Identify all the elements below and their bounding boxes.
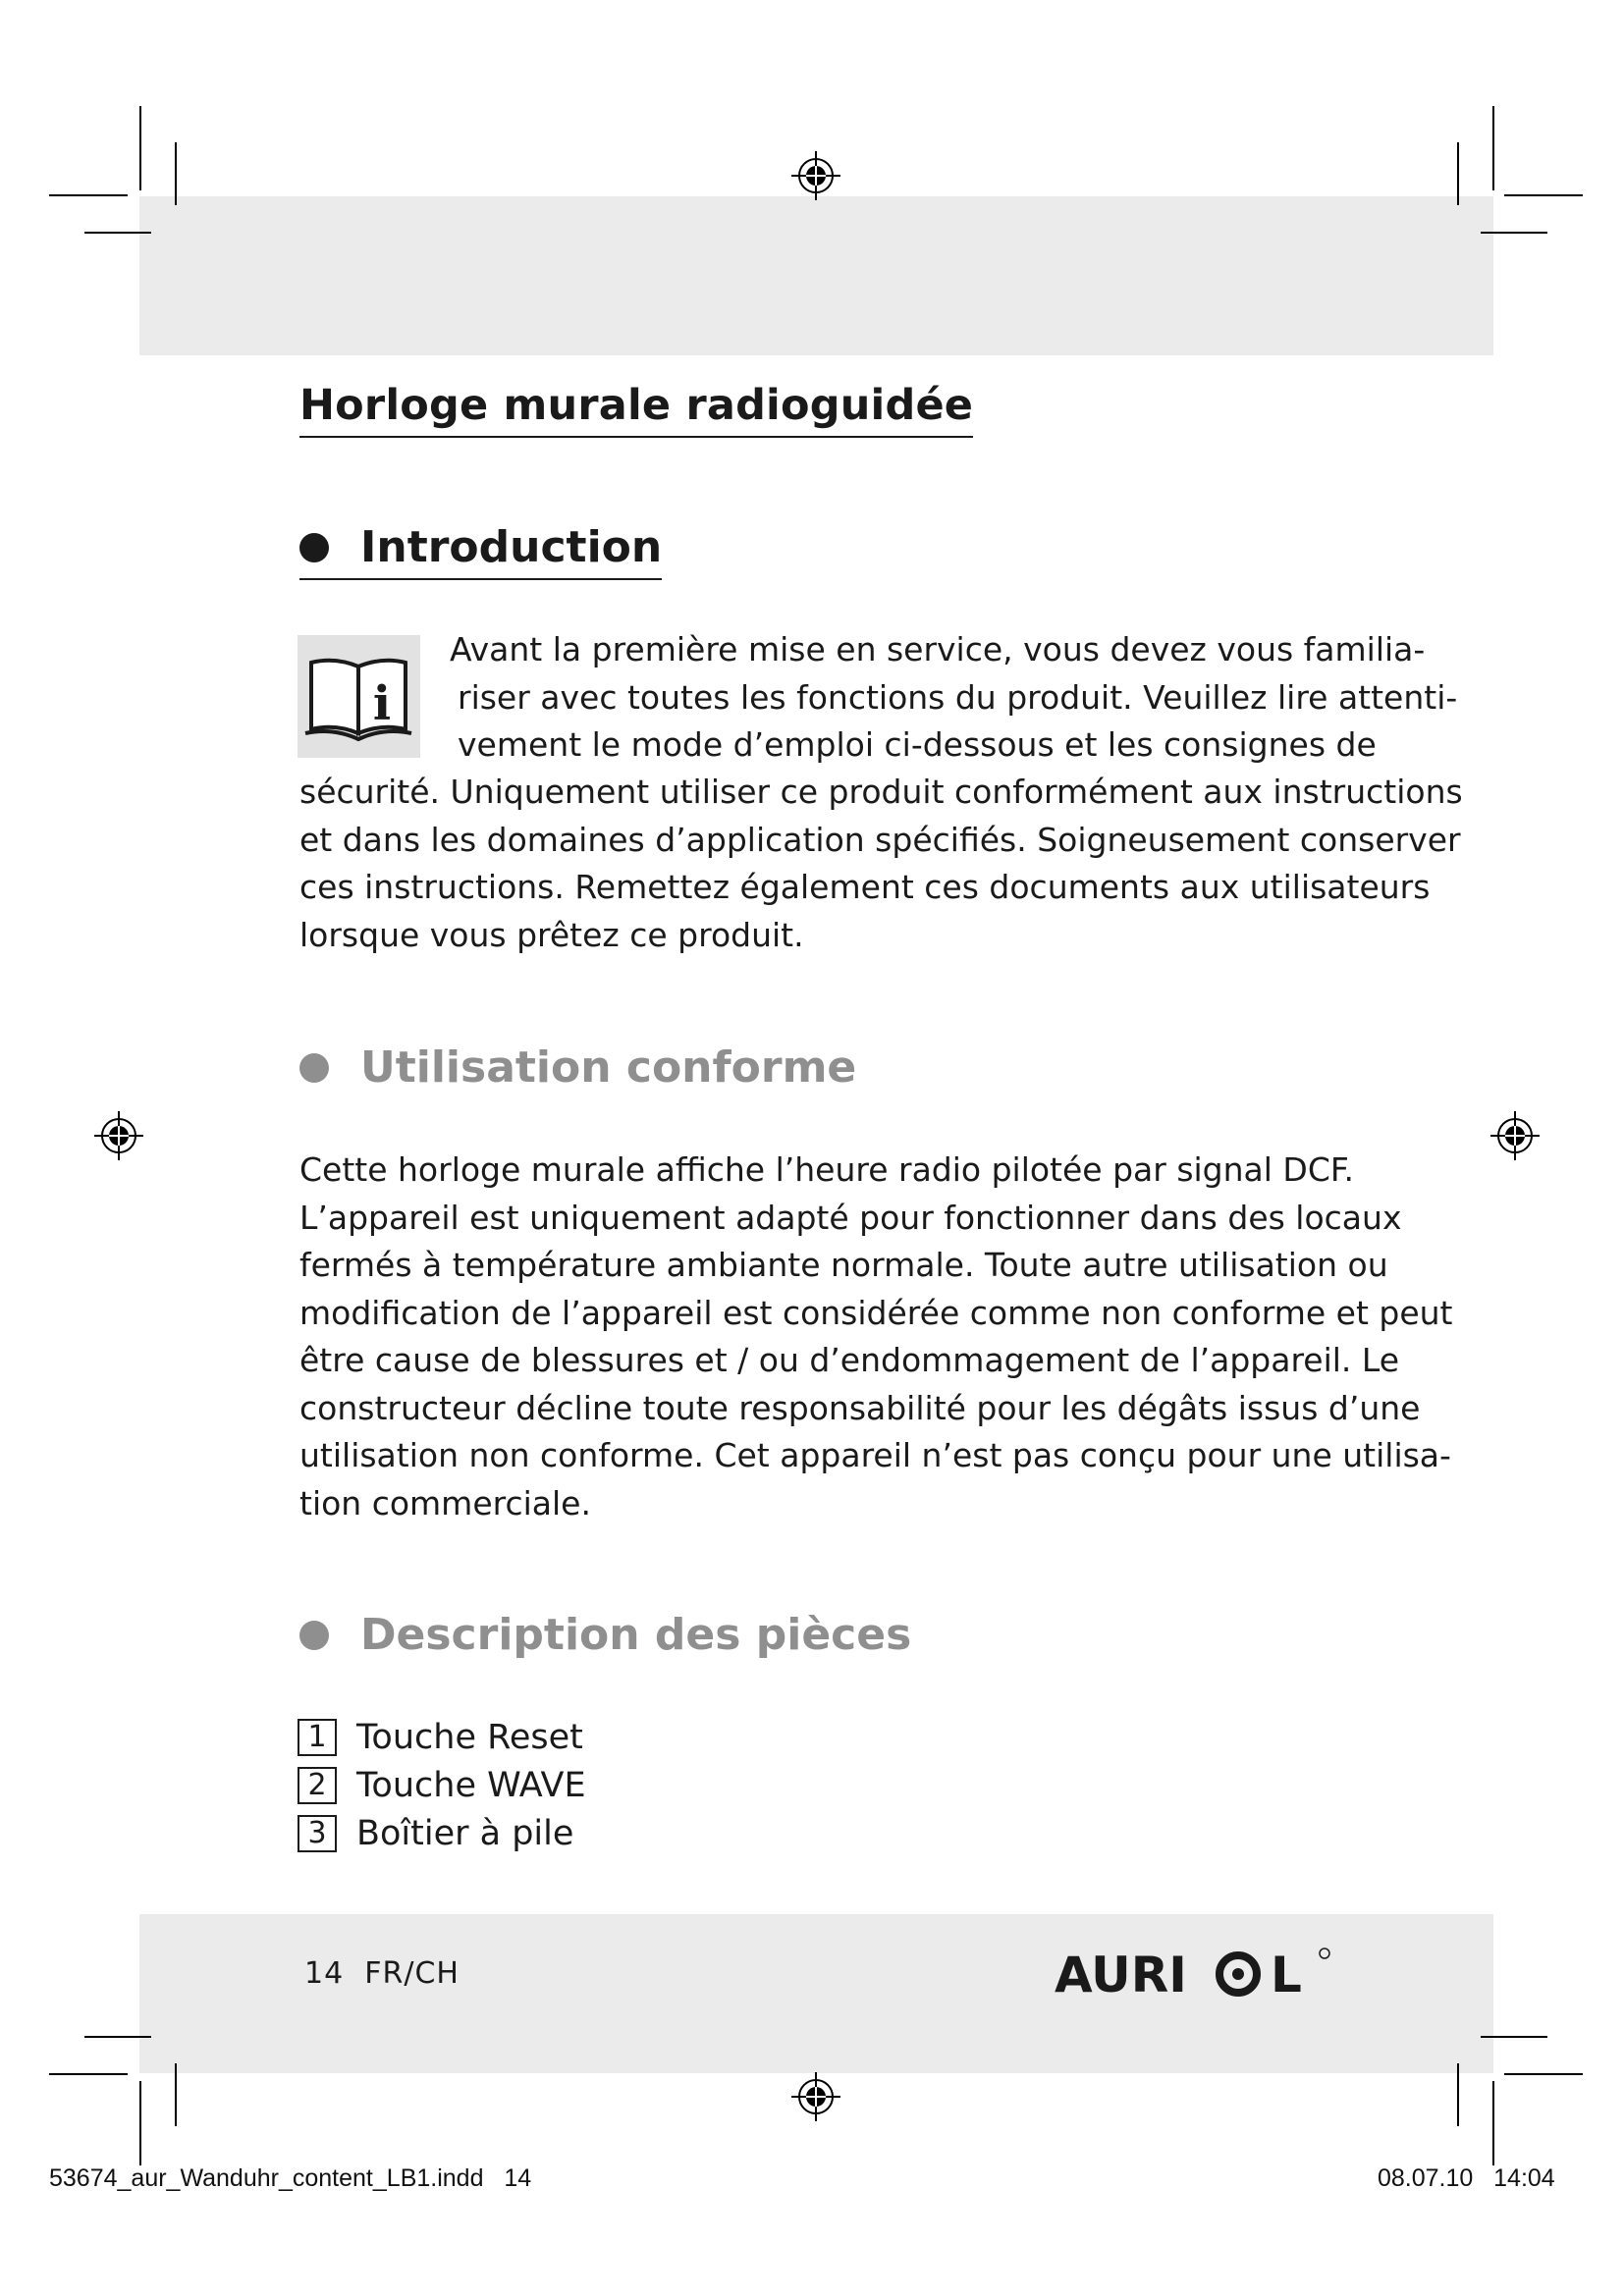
auriol-logo [1055,1940,1339,2008]
svg-text:i: i [372,676,392,731]
part-label: Touche Reset [356,1717,583,1757]
print-slug-filename: 53674_aur_Wanduhr_content_LB1.indd 14 [49,2164,532,2192]
section-heading-introduction [299,522,662,580]
text-line: utilisation non conforme. Cet appareil n’est pas conçu pour une utilisa- [299,1436,1451,1474]
part-number: 2 [298,1767,337,1804]
registration-mark-icon [791,151,840,200]
svg-text:AURI: AURI [1055,1947,1187,2003]
intro-paragraph [299,769,1463,959]
parts-list [298,1713,586,1857]
section-heading-label: Introduction [360,522,663,572]
text-line: ces instructions. Remettez également ces documents aux utilisateurs [299,868,1431,906]
bullet-dot-icon [299,1053,329,1083]
print-slug-datetime: 08.07.10 14:04 [1378,2164,1555,2192]
text-line: modification de l’appareil est considérée comme non conforme et peut [299,1293,1453,1332]
section-heading-label: Utilisation conforme [360,1042,857,1093]
bullet-dot-icon [299,1621,329,1650]
text-line: lorsque vous prêtez ce produit. [299,915,804,954]
text-line: et dans les domaines d’application spécifiés. Soigneusement conserver [299,820,1461,859]
text-line: Avant la première mise en service, vous devez vous familia- [450,630,1426,668]
text-line: Cette horloge murale affiche l’heure radio pilotée par signal DCF. [299,1150,1355,1189]
section-heading-description [299,1610,911,1662]
bullet-dot-icon [299,533,329,562]
intro-paragraph-beside-icon [450,626,1457,770]
svg-text:L: L [1271,1947,1302,2003]
section-heading-label: Description des pièces [360,1610,912,1660]
list-item [298,1761,586,1809]
text-line: sécurité. Uniquement utiliser ce produit conformément aux instructions [299,773,1463,811]
utilisation-paragraph [299,1147,1452,1527]
document-title: Horloge murale radioguidée [299,381,973,438]
text-line: L’appareil est uniquement adapté pour fonctionner dans des locaux [299,1198,1402,1237]
book-info-icon [298,635,420,758]
registration-mark-icon [94,1111,143,1160]
header-band [139,196,1493,355]
part-number: 3 [298,1815,337,1852]
text-line: vement le mode d’emploi ci-dessous et les consignes de [458,725,1377,764]
part-label: Touche WAVE [356,1765,586,1805]
list-item [298,1809,586,1857]
text-line: tion commerciale. [299,1483,591,1522]
part-label: Boîtier à pile [356,1813,574,1853]
text-line: constructeur décline toute responsabilité pour les dégâts issus d’une [299,1388,1421,1427]
page-number: 14 FR/CH [304,1956,460,1991]
part-number: 1 [298,1719,337,1756]
registration-mark-icon [791,2072,840,2121]
list-item [298,1713,586,1761]
text-line: fermés à température ambiante normale. Toute autre utilisation ou [299,1246,1388,1284]
text-line: riser avec toutes les fonctions du produit. Veuillez lire attenti- [458,677,1458,717]
section-heading-utilisation [299,1042,856,1095]
text-line: être cause de blessures et / ou d’endommagement de l’appareil. Le [299,1341,1400,1379]
registration-mark-icon [1490,1111,1540,1160]
